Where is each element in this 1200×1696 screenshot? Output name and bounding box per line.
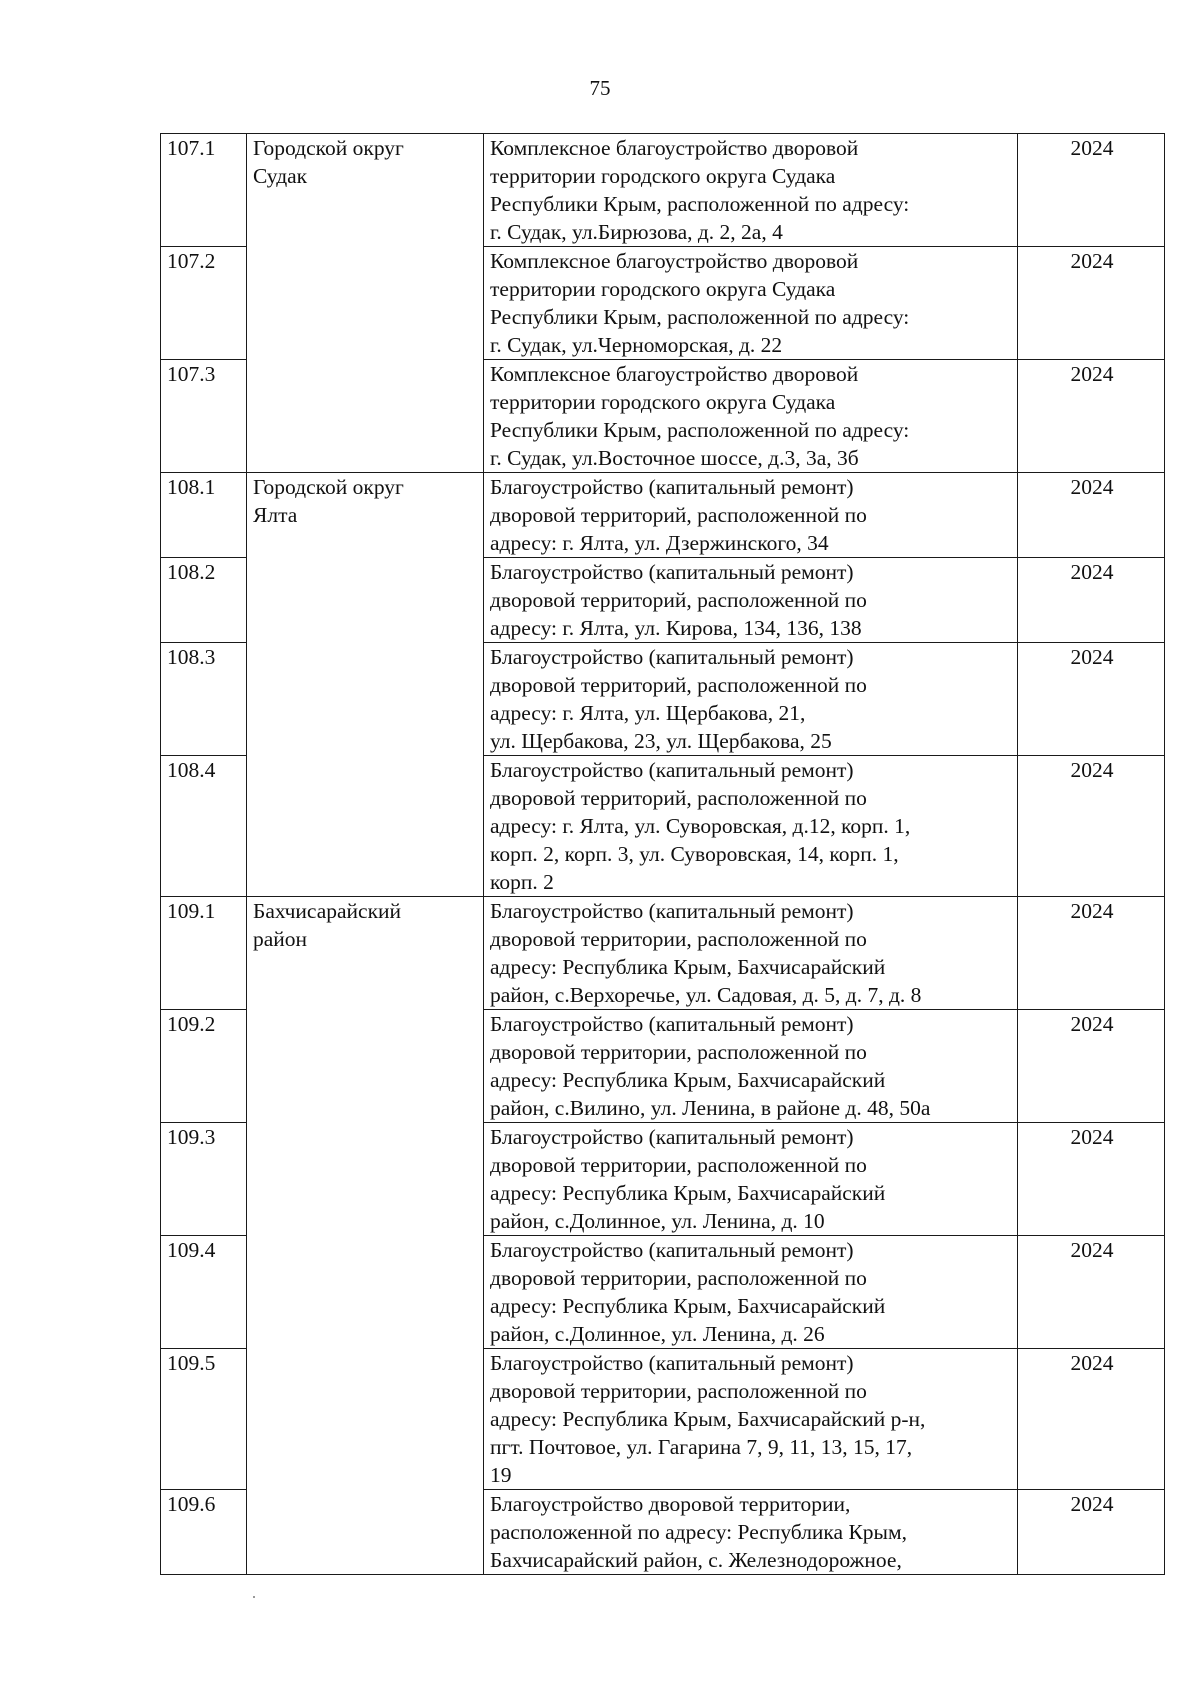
year-cell: 2024	[1018, 360, 1165, 473]
row-number-cell: 109.4	[161, 1236, 247, 1349]
year-cell: 2024	[1018, 134, 1165, 247]
year-cell: 2024	[1018, 558, 1165, 643]
work-description-cell: Комплексное благоустройство дворовой территории городского округа Судака Республики Крым, расположенной по адресу: г. Судак, ул.Восточное шоссе, д.3, 3а, 3б	[484, 360, 1018, 473]
work-description-cell: Благоустройство (капитальный ремонт) дворовой территории, расположенной по адресу: Республика Крым, Бахчисарайский р-н, пгт. Почтовое, ул. Гагарина 7, 9, 11, 13, 15, 17, 19	[484, 1349, 1018, 1490]
work-description-cell: Благоустройство (капитальный ремонт) дворовой территории, расположенной по адресу: Республика Крым, Бахчисарайский район, с.Долинное, ул. Ленина, д. 10	[484, 1123, 1018, 1236]
year-cell: 2024	[1018, 1236, 1165, 1349]
scan-speck	[253, 1596, 255, 1598]
row-number-cell: 109.5	[161, 1349, 247, 1490]
row-number-cell: 108.1	[161, 473, 247, 558]
year-cell: 2024	[1018, 1490, 1165, 1575]
table-row	[161, 473, 1165, 558]
row-number-cell: 107.2	[161, 247, 247, 360]
row-number-cell: 109.1	[161, 897, 247, 1010]
year-cell: 2024	[1018, 473, 1165, 558]
row-number-cell: 108.2	[161, 558, 247, 643]
work-description-cell: Благоустройство (капитальный ремонт) дворовой территорий, расположенной по адресу: г. Ялта, ул. Суворовская, д.12, корп. 1, корп. 2, корп. 3, ул. Суворовская, 14, корп. 1, корп. 2	[484, 756, 1018, 897]
year-cell: 2024	[1018, 247, 1165, 360]
work-description-cell: Комплексное благоустройство дворовой территории городского округа Судака Республики Крым, расположенной по адресу: г. Судак, ул.Черноморская, д. 22	[484, 247, 1018, 360]
row-number-cell: 109.6	[161, 1490, 247, 1575]
row-number-cell: 109.3	[161, 1123, 247, 1236]
municipality-cell: Бахчисарайский район	[247, 897, 484, 1575]
row-number-cell: 109.2	[161, 1010, 247, 1123]
work-description-cell: Благоустройство дворовой территории, расположенной по адресу: Республика Крым, Бахчисарайский район, с. Железнодорожное,	[484, 1490, 1018, 1575]
table-row	[161, 897, 1165, 1010]
municipality-cell: Городской округ Ялта	[247, 473, 484, 897]
table-row	[161, 134, 1165, 247]
work-description-cell: Благоустройство (капитальный ремонт) дворовой территории, расположенной по адресу: Республика Крым, Бахчисарайский район, с.Вилино, ул. Ленина, в районе д. 48, 50а	[484, 1010, 1018, 1123]
works-table	[160, 133, 1165, 1575]
row-number-cell: 108.4	[161, 756, 247, 897]
works-table-body	[161, 134, 1165, 1575]
municipality-cell: Городской округ Судак	[247, 134, 484, 473]
year-cell: 2024	[1018, 1123, 1165, 1236]
year-cell: 2024	[1018, 756, 1165, 897]
work-description-cell: Благоустройство (капитальный ремонт) дворовой территорий, расположенной по адресу: г. Ялта, ул. Щербакова, 21, ул. Щербакова, 23, ул. Щербакова, 25	[484, 643, 1018, 756]
row-number-cell: 107.3	[161, 360, 247, 473]
page-number: 75	[589, 76, 611, 100]
work-description-cell: Благоустройство (капитальный ремонт) дворовой территорий, расположенной по адресу: г. Ялта, ул. Кирова, 134, 136, 138	[484, 558, 1018, 643]
row-number-cell: 108.3	[161, 643, 247, 756]
year-cell: 2024	[1018, 897, 1165, 1010]
work-description-cell: Благоустройство (капитальный ремонт) дворовой территории, расположенной по адресу: Республика Крым, Бахчисарайский район, с.Верхоречье, ул. Садовая, д. 5, д. 7, д. 8	[484, 897, 1018, 1010]
year-cell: 2024	[1018, 643, 1165, 756]
year-cell: 2024	[1018, 1010, 1165, 1123]
year-cell: 2024	[1018, 1349, 1165, 1490]
work-description-cell: Комплексное благоустройство дворовой территории городского округа Судака Республики Крым, расположенной по адресу: г. Судак, ул.Бирюзова, д. 2, 2а, 4	[484, 134, 1018, 247]
work-description-cell: Благоустройство (капитальный ремонт) дворовой территории, расположенной по адресу: Республика Крым, Бахчисарайский район, с.Долинное, ул. Ленина, д. 26	[484, 1236, 1018, 1349]
work-description-cell: Благоустройство (капитальный ремонт) дворовой территорий, расположенной по адресу: г. Ялта, ул. Дзержинского, 34	[484, 473, 1018, 558]
row-number-cell: 107.1	[161, 134, 247, 247]
